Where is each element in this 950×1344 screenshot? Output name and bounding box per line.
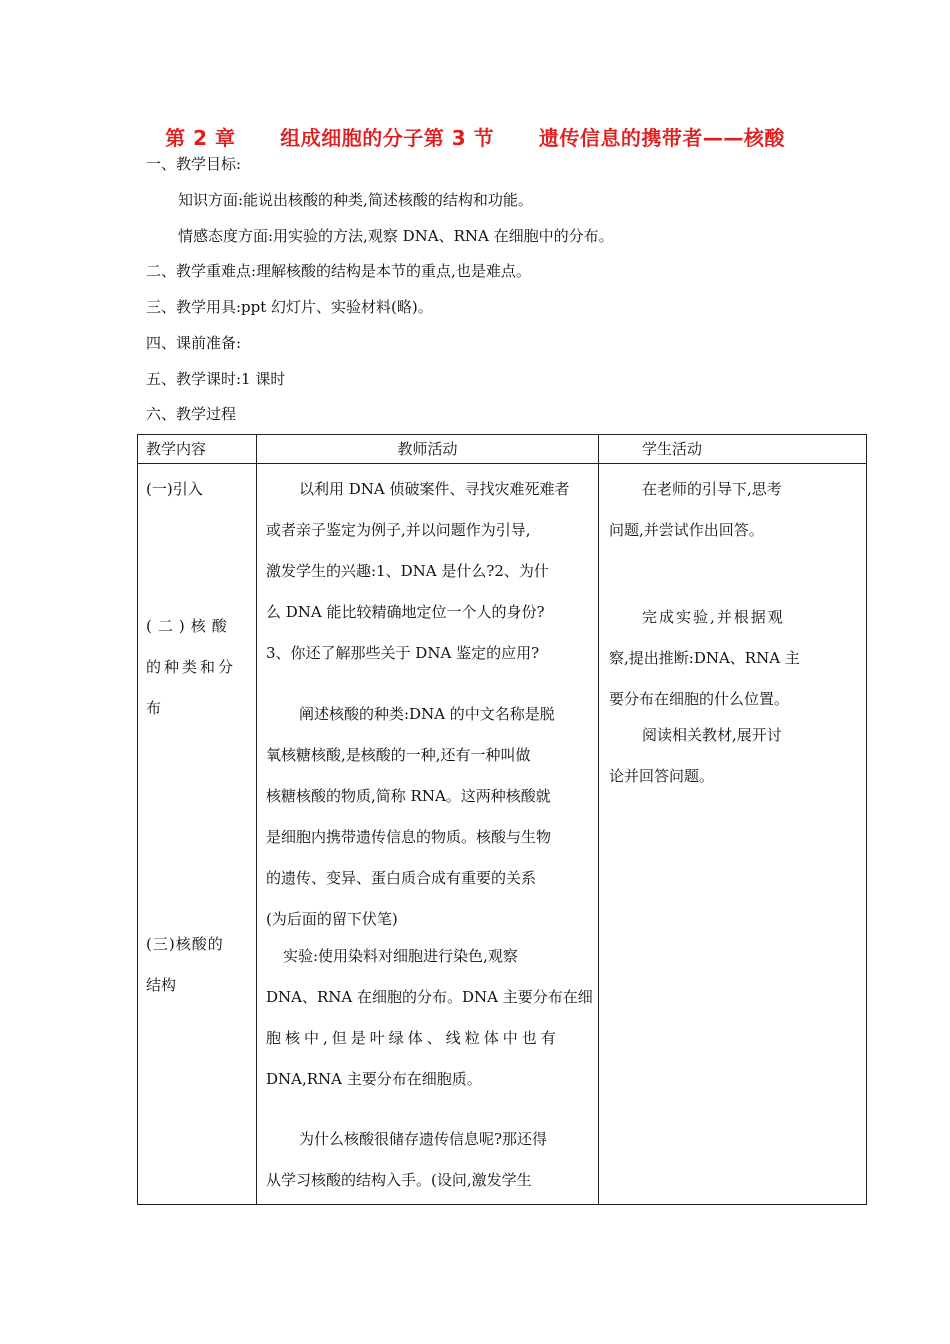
- objective-knowledge: 知识方面:能说出核酸的种类,简述核酸的结构和功能。: [178, 191, 533, 209]
- section-objectives: 一、教学目标:: [146, 155, 242, 173]
- teacher-column: [257, 464, 599, 1205]
- teacher-line: 为什么核酸很储存遗传信息呢?那还得: [299, 1130, 548, 1148]
- content-structure-line2: 结构: [146, 976, 177, 994]
- student-line: 阅读相关教材,展开讨: [642, 726, 782, 744]
- objective-attitude: 情感态度方面:用实验的方法,观察 DNA、RNA 在细胞中的分布。: [178, 227, 614, 245]
- teacher-line: (为后面的留下伏笔): [266, 910, 398, 928]
- teacher-line: 的遗传、变异、蛋白质合成有重要的关系: [266, 869, 537, 887]
- header-content: 教学内容: [138, 435, 257, 464]
- teacher-line: 是细胞内携带遗传信息的物质。核酸与生物: [266, 828, 552, 846]
- teacher-line: 实验:使用染料对细胞进行染色,观察: [283, 947, 518, 965]
- content-intro: (一)引入: [146, 480, 203, 498]
- content-types-line3: 布: [146, 699, 162, 717]
- content-column: [138, 464, 257, 1205]
- student-line: 论并回答问题。: [609, 767, 715, 785]
- section-tools: 三、教学用具:ppt 幻灯片、实验材料(略)。: [146, 298, 433, 316]
- header-teacher: 教师活动: [257, 435, 599, 464]
- student-line: 在老师的引导下,思考: [642, 480, 782, 498]
- student-line: 察,提出推断:DNA、RNA 主: [609, 649, 800, 667]
- student-line: 问题,并尝试作出回答。: [609, 521, 764, 539]
- section-process: 六、教学过程: [146, 405, 237, 423]
- header-student: 学生活动: [599, 435, 867, 464]
- content-types-line2: 的种类和分: [146, 658, 237, 676]
- student-column: [599, 464, 867, 1205]
- section-class-hours: 五、教学课时:1 课时: [146, 370, 286, 388]
- teacher-line: 或者亲子鉴定为例子,并以问题作为引导,: [266, 521, 531, 539]
- section-preparation: 四、课前准备:: [146, 334, 242, 352]
- teacher-line: 激发学生的兴趣:1、DNA 是什么?2、为什: [266, 562, 549, 580]
- teacher-line: DNA、RNA 在细胞的分布。DNA 主要分布在细: [266, 988, 593, 1006]
- section-key-points: 二、教学重难点:理解核酸的结构是本节的重点,也是难点。: [146, 262, 531, 280]
- content-types-line1: (二)核酸: [146, 617, 233, 635]
- teacher-line: 从学习核酸的结构入手。(设问,激发学生: [266, 1171, 532, 1189]
- teacher-line: 么 DNA 能比较精确地定位一个人的身份?: [266, 603, 545, 621]
- teacher-line: 阐述核酸的种类:DNA 的中文名称是脱: [299, 705, 555, 723]
- student-line: 要分布在细胞的什么位置。: [609, 690, 790, 708]
- teacher-line: 3、你还了解那些关于 DNA 鉴定的应用?: [266, 644, 540, 662]
- document-title: 第 2 章 组成细胞的分子第 3 节 遗传信息的携带者——核酸: [165, 126, 785, 150]
- teacher-line: 以利用 DNA 侦破案件、寻找灾难死难者: [299, 480, 570, 498]
- content-structure-line1: (三)核酸的: [146, 935, 224, 953]
- lesson-table: [137, 434, 867, 1205]
- student-line: 完成实验,并根据观: [642, 608, 785, 626]
- teacher-line: 氧核糖核酸,是核酸的一种,还有一种叫做: [266, 746, 531, 764]
- teacher-line: 核糖核酸的物质,简称 RNA。这两种核酸就: [266, 787, 551, 805]
- teacher-line: 胞核中,但是叶绿体、线粒体中也有: [266, 1029, 560, 1047]
- teacher-line: DNA,RNA 主要分布在细胞质。: [266, 1070, 482, 1088]
